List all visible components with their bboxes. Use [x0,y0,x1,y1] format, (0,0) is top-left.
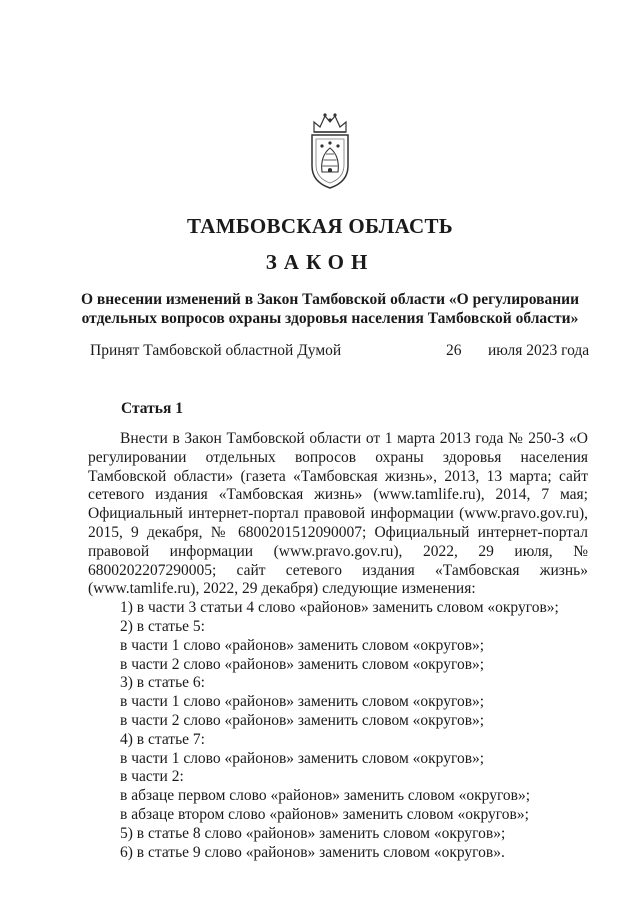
list-item: в части 1 слово «районов» заменить словом «округов»; [120,693,485,711]
list-item: в абзаце первом слово «районов» заменить словом «округов»; [120,787,531,805]
document-type: ЗАКОН [265,250,375,274]
coat-of-arms-icon [300,110,360,190]
list-item: 6) в статье 9 слово «районов» заменить словом «округов». [120,843,505,861]
region-name: ТАМБОВСКАЯ ОБЛАСТЬ [187,214,453,238]
law-title-line-2: отдельных вопросов охраны здоровья населения Тамбовской области» [81,310,579,327]
list-item: в части 2 слово «районов» заменить словом «округов»; [120,711,485,729]
list-item: в части 2 слово «районов» заменить словом «округов»; [120,655,485,673]
list-item: 4) в статье 7: [120,730,205,748]
article-body [88,430,588,862]
adoption-label: Принят Тамбовской областной Думой [90,342,342,359]
adoption-day: 26 [446,342,462,359]
list-item: в абзаце втором слово «районов» заменить словом «округов»; [120,805,529,823]
list-item: 2) в статье 5: [120,617,205,635]
article-intro: Внести в Закон Тамбовской области от 1 марта 2013 года № 250-З «О регулировании отдельных вопросов охраны здоровья населения Тамбовской области» (газета «Тамбовская жизнь», 2013, 13 марта; сайт сетевого издания «Тамбовская жизнь» (www.tamlife.ru), 2014, 7 мая; Официальный интернет-портал правовой информации (www.pravo.gov.ru), 2015, 9 декабря, № 6800201512090007; Официальный интернет-портал правовой информации (www.pravo.gov.ru), 2022, 29 июля, № 6800202207290005; сайт сетевого издания «Тамбовская жизнь» (www.tamlife.ru), 2022, 29 декабря) следующие изменения: [88,430,588,598]
law-title-line-1: О внесении изменений в Закон Тамбовской области «О регулировании [80,291,580,308]
adoption-month-year: июля 2023 года [488,342,590,359]
law-title [70,290,590,328]
list-item: 1) в части 3 статьи 4 слово «районов» заменить словом «округов»; [120,599,559,617]
list-item: 5) в статье 8 слово «районов» заменить словом «округов»; [120,824,506,842]
list-item: в части 1 слово «районов» заменить словом «округов»; [120,749,485,767]
list-item: в части 2: [120,768,184,786]
article-heading: Статья 1 [121,400,183,417]
list-item: в части 1 слово «районов» заменить словом «округов»; [120,636,485,654]
list-item: 3) в статье 6: [120,674,205,692]
amendments-list [88,599,588,862]
